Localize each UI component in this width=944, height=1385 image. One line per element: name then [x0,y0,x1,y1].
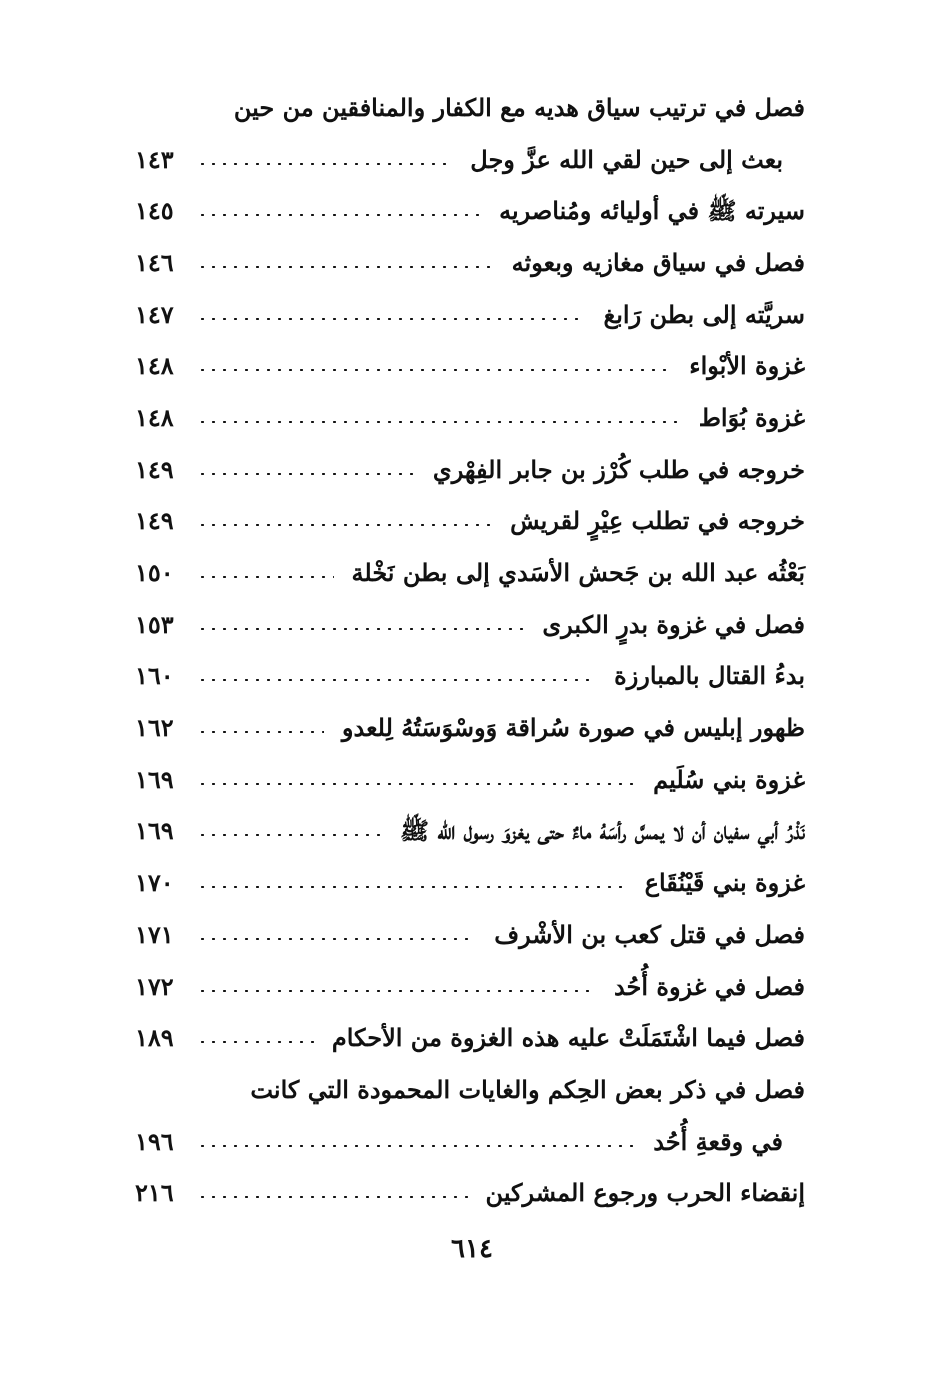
dot-leader [197,990,596,992]
toc-entry-page: ١٤٦ [135,247,174,277]
toc-row [135,185,805,237]
dot-leader [197,214,481,216]
dot-leader [197,679,596,681]
toc-entry-page: ١٤٣ [135,144,174,174]
toc-entry-page: ١٤٨ [135,402,174,432]
table-of-contents [135,82,805,1219]
dot-leader [197,1145,635,1147]
toc-entry-page: ١٤٥ [135,196,174,226]
toc-entry-title: بدءُ القتال بالمبارزة [614,661,805,691]
dot-leader [197,1196,468,1198]
dot-leader [197,163,452,165]
toc-entry-page: ١٧٢ [135,971,174,1001]
dot-leader [197,318,585,320]
toc-entry-title: سيرته ﷺ في أوليائه ومُناصريه [499,196,805,226]
toc-row [135,496,805,548]
toc-row [135,134,805,186]
toc-row [135,806,805,858]
dot-leader [197,576,334,578]
toc-entry-page: ١٤٨ [135,351,174,381]
toc-row [135,82,805,134]
toc-entry-page: ١٩٦ [135,1126,174,1156]
toc-row [135,444,805,496]
toc-entry-page: ١٧٠ [135,868,174,898]
toc-entry-title: نَذْرُ أبي سفيان أن لا يمسَّ رأسَهُ ماءٌ حتى يغزوَ رسول الله ﷺ [399,816,805,846]
dot-leader [197,834,382,836]
dot-leader [197,524,492,526]
page-number: ٦١٤ [451,1234,493,1264]
toc-entry-page: ١٥٣ [135,609,174,639]
dot-leader [197,938,476,940]
toc-entry-title: فصل في ذكر بعض الحِكم والغايات المحمودة التي كانت [250,1074,805,1104]
toc-row [135,547,805,599]
toc-entry-title: إنقضاء الحرب ورجوع المشركين [485,1178,805,1208]
toc-row [135,237,805,289]
toc-row [135,857,805,909]
toc-entry-title: فصل في ترتيب سياق هديه مع الكفار والمنافقين من حين [233,92,805,122]
toc-row [135,392,805,444]
dot-leader [197,731,324,733]
dot-leader [197,369,671,371]
toc-entry-title: سريَّته إلى بطن رَابغ [603,299,805,329]
dot-leader [197,783,635,785]
dot-leader [197,886,627,888]
dot-leader [197,421,681,423]
toc-entry-page: ١٤٩ [135,506,174,536]
toc-row [135,909,805,961]
dot-leader [197,266,494,268]
toc-entry-page: ١٥٠ [135,558,174,588]
toc-row [135,702,805,754]
toc-entry-title: بعث إلى حين لقي الله عزَّ وجل [470,144,783,174]
toc-entry-title: خروجه في طلب كُرْز بن جابر الفِهْري [432,454,805,484]
toc-entry-page: ١٤٩ [135,454,174,484]
toc-entry-page: ٢١٦ [135,1178,174,1208]
toc-entry-title: غزوة بُوَاط [698,402,805,432]
toc-entry-title: غزوة الأبْواء [689,351,805,381]
toc-entry-title: فصل في غزوة بدرٍ الكبرى [542,609,805,639]
toc-row [135,651,805,703]
toc-entry-title: خروجه في تطلب عِيْرٍ لقريش [510,506,805,536]
toc-row [135,1064,805,1116]
toc-entry-page: ١٦٠ [135,661,174,691]
toc-entry-title: غزوة بني سُلَيم [653,764,805,794]
toc-row [135,1167,805,1219]
dot-leader [197,473,415,475]
toc-entry-page: ١٦٩ [135,816,174,846]
toc-entry-title: فصل في سياق مغازيه وبعوثه [511,247,805,277]
toc-entry-title: في وقعةِ أُحُد [653,1126,783,1156]
toc-row [135,289,805,341]
toc-entry-page: ١٤٧ [135,299,174,329]
toc-row [135,961,805,1013]
toc-entry-page: ١٦٩ [135,764,174,794]
toc-row [135,340,805,392]
toc-entry-title: غزوة بني قَيْنُقَاع [644,868,805,898]
toc-entry-title: فصل فيما اشْتَمَلَتْ عليه هذه الغزوة من الأحكام [331,1023,805,1053]
toc-entry-title: ظهور إبليس في صورة سُراقة وَوسْوَسَتُهُ لِلعدو [341,713,805,743]
toc-row [135,754,805,806]
dot-leader [197,628,524,630]
toc-row [135,599,805,651]
toc-row [135,1012,805,1064]
toc-entry-page: ١٨٩ [135,1023,174,1053]
toc-entry-title: بَعْثُه عبد الله بن جَحش الأسَدي إلى بطن نَخْلة [351,558,805,588]
dot-leader [197,1041,314,1043]
toc-row [135,1116,805,1168]
toc-entry-title: فصل في غزوة أُحُد [613,971,805,1001]
toc-entry-page: ١٧١ [135,919,174,949]
toc-entry-title: فصل في قتل كعب بن الأشْرف [494,919,805,949]
toc-entry-page: ١٦٢ [135,713,174,743]
